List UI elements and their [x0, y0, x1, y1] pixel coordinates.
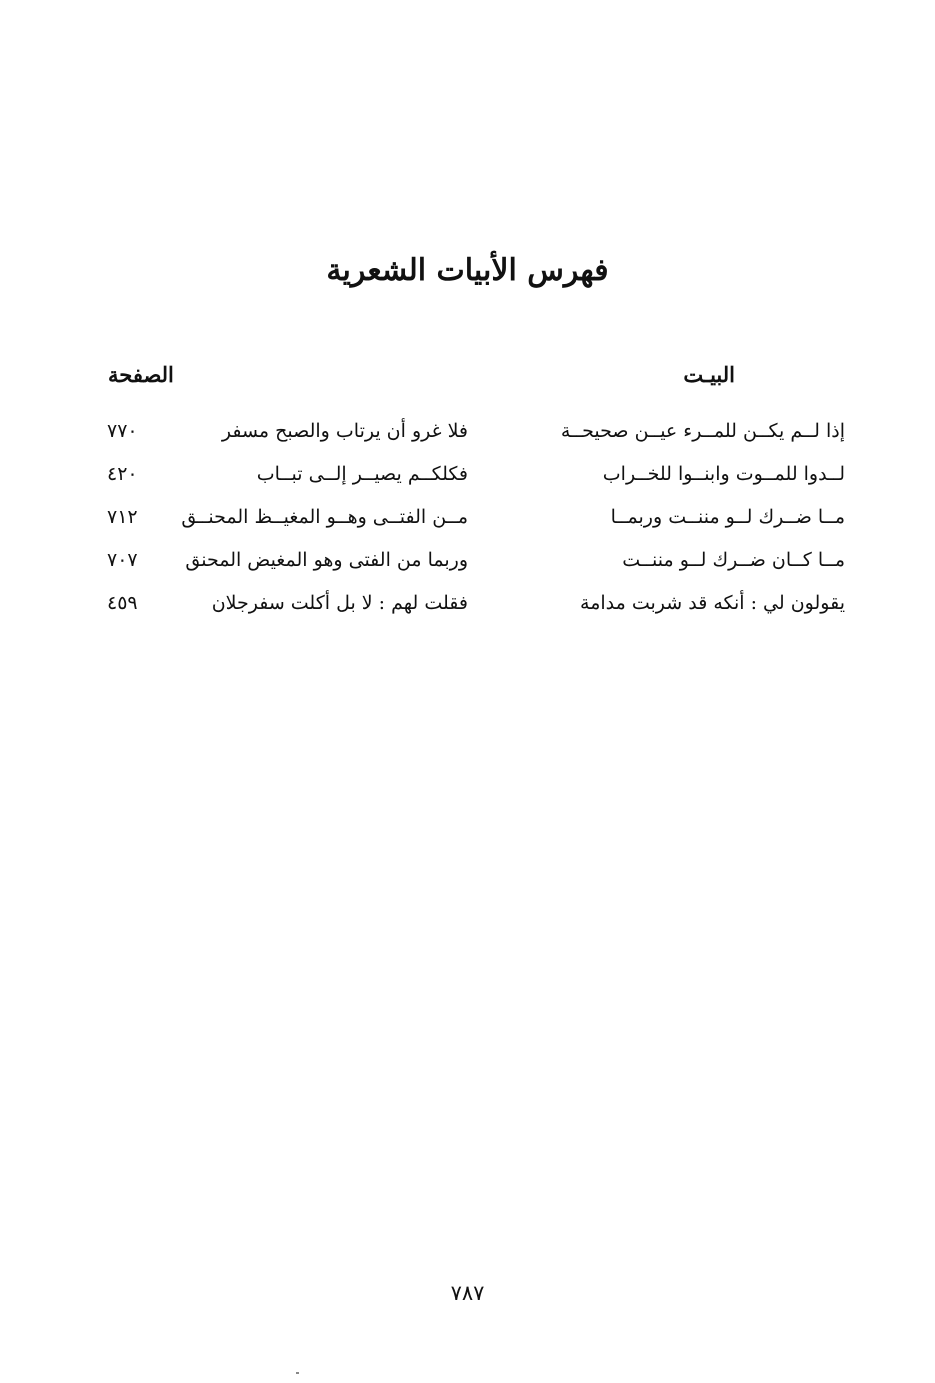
second-hemistich: فقلت لهم : لا بل أكلت سفرجلان — [211, 592, 468, 614]
page-reference: ٤٥٩ — [107, 592, 138, 614]
page-reference: ٤٢٠ — [107, 463, 138, 485]
second-hemistich: مــن الفتــى وهــو المغيــظ المحنــق — [181, 506, 468, 528]
first-hemistich: مــا ضــرك لــو مننــت وربمــا — [610, 506, 845, 528]
page-reference: ٧٧٠ — [107, 420, 138, 442]
verse-row — [0, 500, 935, 543]
first-hemistich: لــدوا للمــوت وابنــوا للخــراب — [602, 463, 845, 485]
second-hemistich: فلا غرو أن يرتاب والصبح مسفر — [221, 420, 468, 442]
page-number: ٧٨٧ — [450, 1281, 485, 1305]
verse-row — [0, 543, 935, 586]
page-reference: ٧٠٧ — [107, 549, 138, 571]
verse-index-list — [0, 414, 935, 629]
first-hemistich: مــا كــان ضــرك لــو مننــت — [622, 549, 845, 571]
page-reference: ٧١٢ — [107, 506, 138, 528]
verse-row — [0, 586, 935, 629]
first-hemistich: يقولون لي : أنكه قد شربت مدامة — [580, 592, 845, 614]
verse-row — [0, 457, 935, 500]
page-column-header: الصفحة — [108, 362, 174, 387]
second-hemistich: وربما من الفتى وهو المغيض المحنق — [185, 549, 468, 571]
first-hemistich: إذا لــم يكــن للمــرء عيــن صحيحــة — [560, 420, 845, 442]
verse-column-header: البيـت — [683, 362, 735, 387]
scan-speck — [296, 1372, 299, 1374]
verse-row — [0, 414, 935, 457]
second-hemistich: فكلكــم يصيــر إلــى تبــاب — [256, 463, 468, 485]
page-title: فهرس الأبيات الشعرية — [326, 253, 609, 288]
